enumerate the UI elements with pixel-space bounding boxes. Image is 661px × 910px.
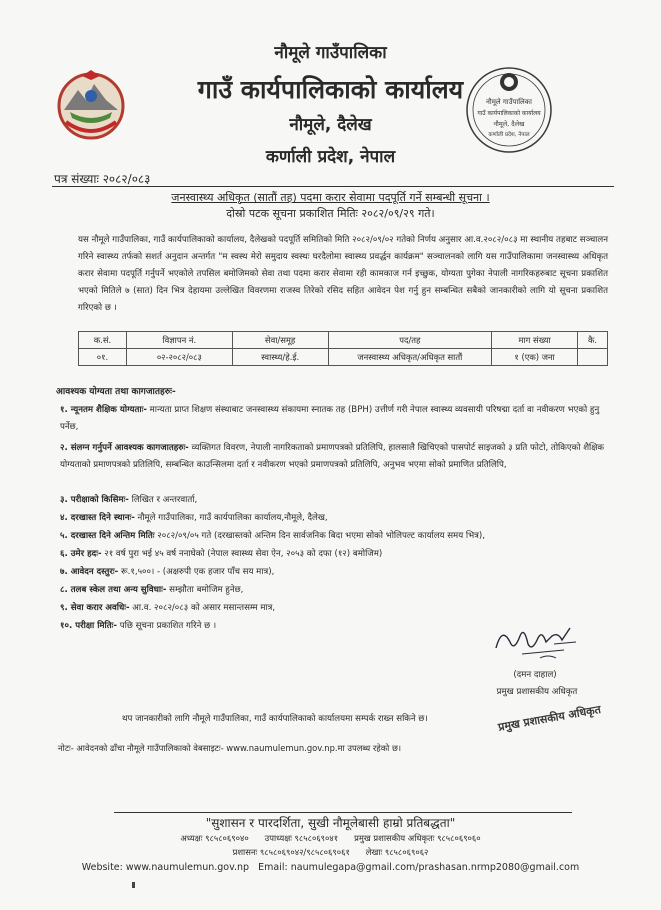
requirement-item (60, 528, 610, 545)
requirement-text: रू.१,५००। - (अक्षरुपी एक हजार पाँच सय मात्र), (118, 567, 275, 577)
notice-subject-text: जनस्वास्थ्य अधिकृत (सातौं तह) पदमा करार सेवामा पदपूर्ति गर्ने सम्बन्धी सूचना । (171, 191, 490, 204)
footer-contacts-row-2 (0, 847, 661, 858)
contact-cao: प्रमुख प्रशासकीय अधिकृतः ९८५८०६९०६० (354, 833, 481, 843)
requirement-label: ९. सेवा करार अवधिः- (60, 603, 130, 613)
requirement-text: २१ वर्ष पुरा भई ४५ वर्ष ननाघेको (नेपाल स्वास्थ्य सेवा ऐन, २०५३ को दफा (१२) बमोजिम) (101, 549, 383, 559)
cell-sn: ०१. (79, 349, 127, 366)
office-name: गाउँ कार्यपालिकाको कार्यालय (197, 75, 464, 104)
requirement-item (60, 440, 610, 474)
requirement-label: २. संलग्न गर्नुपर्ने आवश्यक कागजातहरुः- (60, 443, 189, 453)
requirement-text: सम्झौता बमोजिम हुनेछ, (166, 585, 244, 595)
col-header-quantity: माग संख्या (492, 332, 578, 349)
requirement-item (60, 402, 610, 436)
contact-vice-chairperson: उपाध्यक्षः ९८५८०६९०४१ (264, 833, 339, 843)
cell-post: जनस्वास्थ्य अधिकृत/अधिकृत सातौं (328, 349, 492, 366)
requirement-text: लिखित र अन्तरवार्ता, (128, 495, 198, 505)
signatory-title: प्रमुख प्रशासकीय अधिकृत (496, 687, 578, 697)
table-row (79, 349, 608, 366)
website-label: Website: (81, 862, 123, 873)
email-link[interactable]: naumulegapa@gmail.com/prashasan.nrmp2080@gmail.com (290, 862, 580, 873)
province-name: कर्णाली प्रदेश, नेपाल (265, 147, 396, 167)
requirement-label: ६. उमेर हदः- (60, 549, 102, 559)
email-label: Email: (258, 862, 288, 873)
requirement-text: २०८२/०९/०५ गते (दरखास्तको अन्तिम दिन सार्वजनिक बिदा भएमा सोको भोलिपल्ट कार्यालय समय भित्र), (154, 531, 486, 541)
col-header-remarks: कै. (577, 332, 607, 349)
requirement-item (60, 492, 610, 509)
footer-web-line (0, 862, 661, 873)
contact-administration: प्रशासनः ९८५८०६९०४२/९८५८०६९०६१ (232, 847, 350, 857)
requirement-text: व्यक्तिगत विवरण, नेपाली नागरिकताको प्रमाणपत्रको प्रतिलिपि, हालसालै खिचिएको पासपोर्ट साइजको ३ प्रति फोटो, तोकिएको शैक्षिक योग्यताको प्रमाणपत्रको प्रतिलिपि, सम्बन्धित काउन्सिलमा दर्ता र नवीकरण भएको प्रमाणपत्रको प्रतिलिपि, अनुभव भएमा सोको प्रमाणित प्रतिलिपि, (60, 443, 605, 470)
requirement-item (60, 546, 610, 563)
requirement-item (60, 600, 610, 617)
footer-divider (114, 812, 572, 813)
requirement-label: ४. दरखास्त दिने स्थानः- (60, 513, 135, 523)
municipality-name: नौमूले गाउँपालिका (274, 43, 387, 63)
requirement-item (60, 582, 610, 599)
requirement-label: ८. तलब स्केल तथा अन्य सुविधाः- (60, 585, 167, 595)
stamp-line-2: गाउँ कार्यपालिकाको कार्यालय (477, 110, 541, 117)
requirement-label: ३. परीक्षाको किसिमः- (60, 495, 129, 505)
cell-ad-no: ०२-२०८२/०८३ (126, 349, 232, 366)
footer-motto: "सुशासन र पारदर्शिता, सुखी नौमूलेबासी हाम्रो प्रतिबद्धता" (205, 816, 456, 830)
col-header-service: सेवा/समूह (232, 332, 328, 349)
footer-contacts-row-1 (0, 833, 661, 844)
cell-service: स्वास्थ्य/हे.ई. (232, 349, 328, 366)
requirements-heading: आवश्यक योग्यता तथा कागजातहरुः- (56, 387, 176, 397)
signature (492, 618, 578, 664)
website-note: नोटः- आवेदनको ढाँचा नौमूले गाउँपालिकाको वेबसाइटः- www.naumulemun.gov.np.मा उपलब्ध रहेको छ। (58, 743, 402, 753)
contact-chairperson: अध्यक्षः ९८५८०६९०४० (180, 833, 249, 843)
contact-accounts: लेखाः ९८५८०६९०६२ (365, 847, 429, 857)
requirement-label: ७. आवेदन दस्तुरः- (60, 567, 119, 577)
requirement-label: १. न्यूनतम शैक्षिक योग्यताः- (60, 405, 147, 415)
col-header-ad-no: विज्ञापन नं. (126, 332, 232, 349)
cell-remarks (577, 349, 607, 366)
table-header-row (79, 332, 608, 349)
requirement-item (60, 564, 610, 581)
header-divider (52, 186, 614, 187)
requirement-text: नौमूले गाउँपालिका, गाउँ कार्यपालिका कार्यालय,नौमूले, दैलेख, (134, 513, 328, 523)
requirement-text: मान्यता प्राप्त शिक्षण संस्थाबाट जनस्वास्थ्य संकायमा स्नातक तह (BPH) उत्तीर्ण गरी नेपाल स्वास्थ्य व्यवसायी परिषद्मा दर्ता वा नवीकरण भएको हुनु पर्नेछ, (60, 405, 600, 432)
stamp-line-4: कर्णाली प्रदेश, नेपाल (488, 132, 530, 138)
stamp-line-3: नौमूले, दैलेख (493, 120, 525, 128)
stamp-line-1: नौमूले गाउँपालिका (486, 98, 532, 106)
requirement-text: पछि सूचना प्रकाशित गरिने छ । (117, 621, 217, 631)
requirement-label: ५. दरखास्त दिने अन्तिम मितिः (60, 531, 155, 541)
requirement-text: आ.व. २०८२/०८३ को असार मसान्तसम्म मात्र, (129, 603, 276, 613)
col-header-post: पद/तह (328, 332, 492, 349)
reference-number: पत्र संख्याः २०८२/०८३ (54, 172, 151, 186)
contact-note: थप जानकारीको लागि नौमूले गाउँपालिका, गाउँ कार्यपालिकाको कार्यालयमा सम्पर्क राख्न सकिने छ। (122, 714, 428, 724)
vacancy-table (78, 331, 608, 366)
office-location: नौमूले, दैलेख (289, 115, 372, 135)
requirement-item (60, 510, 610, 527)
republish-date: दोस्रो पटक सूचना प्रकाशित मितिः २०८२/०९/२९ गते। (226, 207, 435, 220)
col-header-sn: क.सं. (79, 332, 127, 349)
cell-quantity: १ (एक) जना (492, 349, 578, 366)
requirement-label: १०. परीक्षा मितिः- (60, 621, 117, 631)
official-title-stamp: प्रमुख प्रशासकीय अधिकृत (497, 702, 602, 734)
notice-subject (0, 190, 661, 205)
stray-mark (132, 882, 135, 888)
notice-body: यस नौमूले गाउँपालिका, गाउँ कार्यपालिकाको कार्यालय, दैलेखको पदपूर्ति समितिको मिति २०८२/०९/०२ गतेको निर्णय अनुसार आ.व.२०८२/०८३ मा स्थानीय तहबाट सञ्चालन गरिने स्वास्थ्य तर्फको सशर्त अनुदान अन्तर्गत "म स्वस्थ मेरो समुदाय स्वस्थः घरदैलोमा स्वास्थ्य प्रवर्द्धन कार्यक्रम" सञ्चालनको लागि यस गाउँपालिकामा जनस्वास्थ्य अधिकृत करार सेवामा पदपूर्ति गर्नुपर्ने भएकोले तपसिल बमोजिमको सेवा तथा पदमा करार सेवामा रही कामकाज गर्न इच्छुक, योग्यता पुगेका नेपाली नागरिकहरुबाट सूचना प्रकाशित भएको मितिले ७ (सात) दिन भित्र देहायमा उल्लेखित विवरणमा राजस्व तिरेको रसिद सहित आवेदन पेश गर्नु हुन सम्बन्धित सबैको जानकारीको लागि यो सूचना प्रकाशित गरिएको छ । (78, 235, 608, 313)
signatory-name: (दमन दाहाल) (513, 670, 557, 680)
website-link[interactable]: www.naumulemun.gov.np (125, 862, 250, 873)
